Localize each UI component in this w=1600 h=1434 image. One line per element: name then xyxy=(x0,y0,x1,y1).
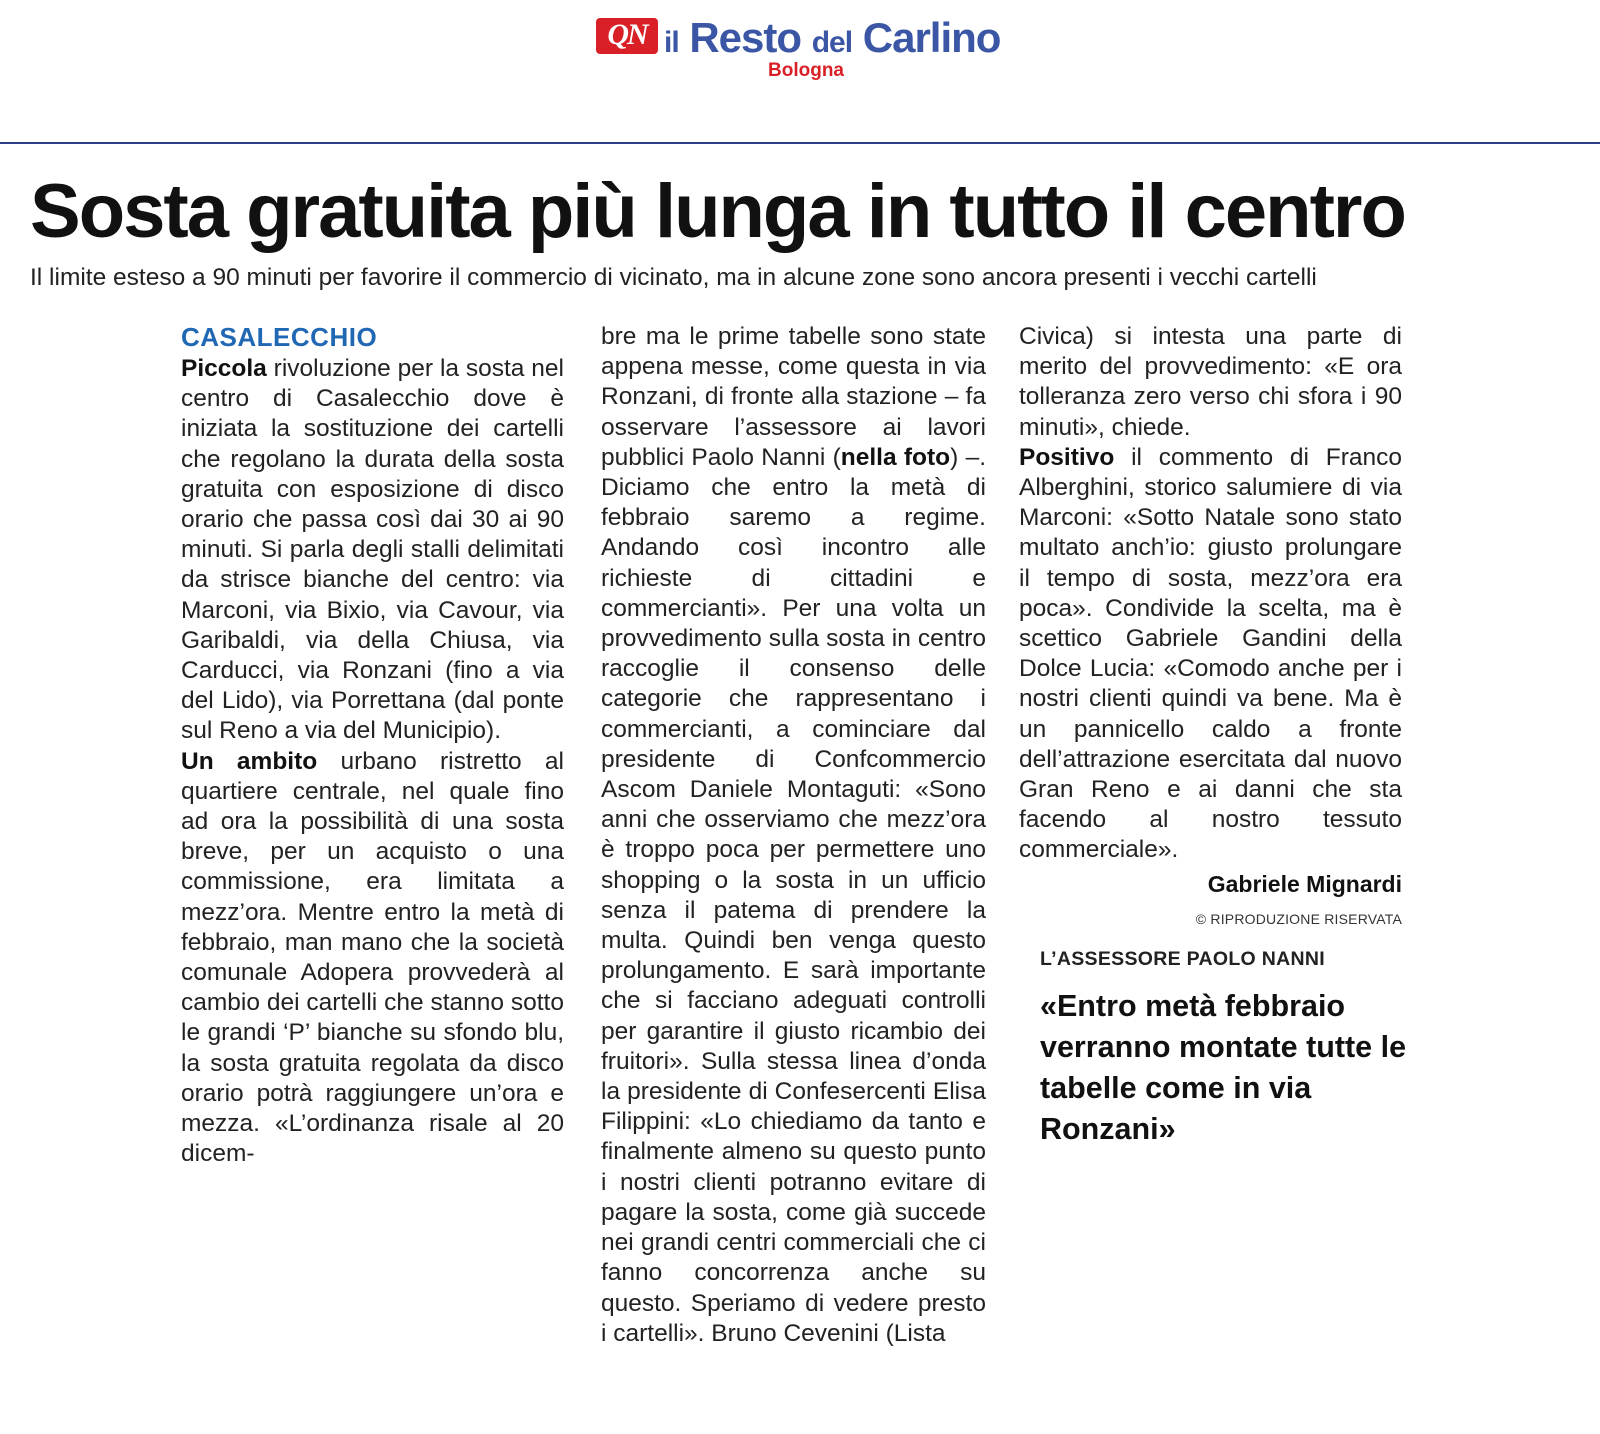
paragraph-3: Positivo il commento di Franco Alberghini, storico salumiere di via Marconi: «Sotto Natale sono stato multato anch’io: giusto prolungare il tempo di sosta, mezz’ora era poca». Condivide la scelta, ma è scettico Gabriele Gandini della Dolce Lucia: «Comodo anche per i nostri clienti quindi va bene. Ma è un pannicello caldo a fronte dell’attrazione esercitata dal nuovo Gran Reno e ai danni che sta facendo al nostro tessuto commerciale». xyxy=(1019,443,1402,864)
article-kicker: CASALECCHIO xyxy=(181,322,378,352)
quote-box xyxy=(1040,946,1410,1150)
paragraph-2-lead: Un ambito xyxy=(181,747,318,775)
article-column-2 xyxy=(601,322,986,1349)
article-subhead: Il limite esteso a 90 minuti per favorire il commercio di vicinato, ma in alcune zone sono ancora presenti i vecchi cartelli xyxy=(30,264,1317,291)
qn-badge: QN xyxy=(596,18,658,54)
photo-reference: nella foto xyxy=(840,443,951,471)
copyright-notice: © RIPRODUZIONE RISERVATA xyxy=(1195,910,1402,927)
masthead xyxy=(0,0,1600,142)
paragraph-2: Un ambito urbano ristretto al quartiere centrale, nel quale fino ad ora la possibilità di una sosta breve, per un acquisto o una commissione, era limitata a mezz’ora. Mentre entro la metà di febbraio, man mano che la società comunale Adopera provvederà al cambio dei cartelli che stanno sotto le grandi ‘P’ bianche su sfondo blu, la sosta gratuita regolata da disco orario potrà raggiungere un’ora e mezza. «L’ordinanza risale al 20 dicem- xyxy=(181,747,564,1168)
brand-name: il Resto del Carlino xyxy=(664,14,1001,61)
paragraph-1: Piccola rivoluzione per la sosta nel centro di Casalecchio dove è iniziata la sostituzione dei cartelli che regolano la durata della sosta gratuita con esposizione di disco orario che passa così dai 30 ai 90 minuti. Si parla degli stalli delimitati da strisce bianche del centro: via Marconi, via Bixio, via Cavour, via Garibaldi, via della Chiusa, via Carducci, via Ronzani (fino a via del Lido), via Porrettana (dal ponte sul Reno a via del Municipio). xyxy=(181,355,564,745)
masthead-divider xyxy=(0,142,1600,144)
paragraph-2-continued: bre ma le prime tabelle sono state appena messe, come questa in via Ronzani, di fronte alla stazione – fa osservare l’assessore ai lavori pubblici Paolo Nanni (nella foto) –. Diciamo che entro la metà di febbraio saremo a regime. Andando così incontro alle richieste di cittadini e commercianti». Per una volta un provvedimento sulla sosta in centro raccoglie il consenso delle categorie che rappresentano i commercianti, a cominciare dal presidente di Confcommercio Ascom Daniele Montaguti: «Sono anni che osserviamo che mezz’ora è troppo poca per permettere uno shopping o la sosta in un ufficio senza il patema di prendere la multa. Quindi ben venga questo prolungamento. E sarà importante che si facciano adeguati controlli per garantire il giusto ricambio dei fruitori». Sulla stessa linea d’onda la presidente di Confesercenti Elisa Filippini: «Lo chiediamo da tanto e finalmente almeno su questo punto i nostri clienti potranno evitare di pagare la sosta, come già succede nei grandi centri commerciali che ci fanno concorrenza anche su questo. Speriamo di vedere presto i cartelli». Bruno Cevenini (Lista xyxy=(601,323,986,1347)
edition-city: Bologna xyxy=(768,60,844,81)
article-column-1 xyxy=(181,322,564,1169)
quote-label: L’ASSESSORE PAOLO NANNI xyxy=(1040,948,1325,970)
paragraph-1-lead: Piccola xyxy=(181,355,267,382)
article-column-3 xyxy=(1019,322,1402,930)
article-author: Gabriele Mignardi xyxy=(1207,870,1402,897)
paragraph-2-end: Civica) si intesta una parte di merito del provvedimento: «E ora tolleranza zero verso chi sfora i 90 minuti», chiede. xyxy=(1019,323,1402,441)
paragraph-3-lead: Positivo xyxy=(1019,443,1115,471)
article-headline: Sosta gratuita più lunga in tutto il centro xyxy=(30,169,1405,254)
pull-quote: «Entro metà febbraio verranno montate tutte le tabelle come in via Ronzani» xyxy=(1040,989,1407,1146)
